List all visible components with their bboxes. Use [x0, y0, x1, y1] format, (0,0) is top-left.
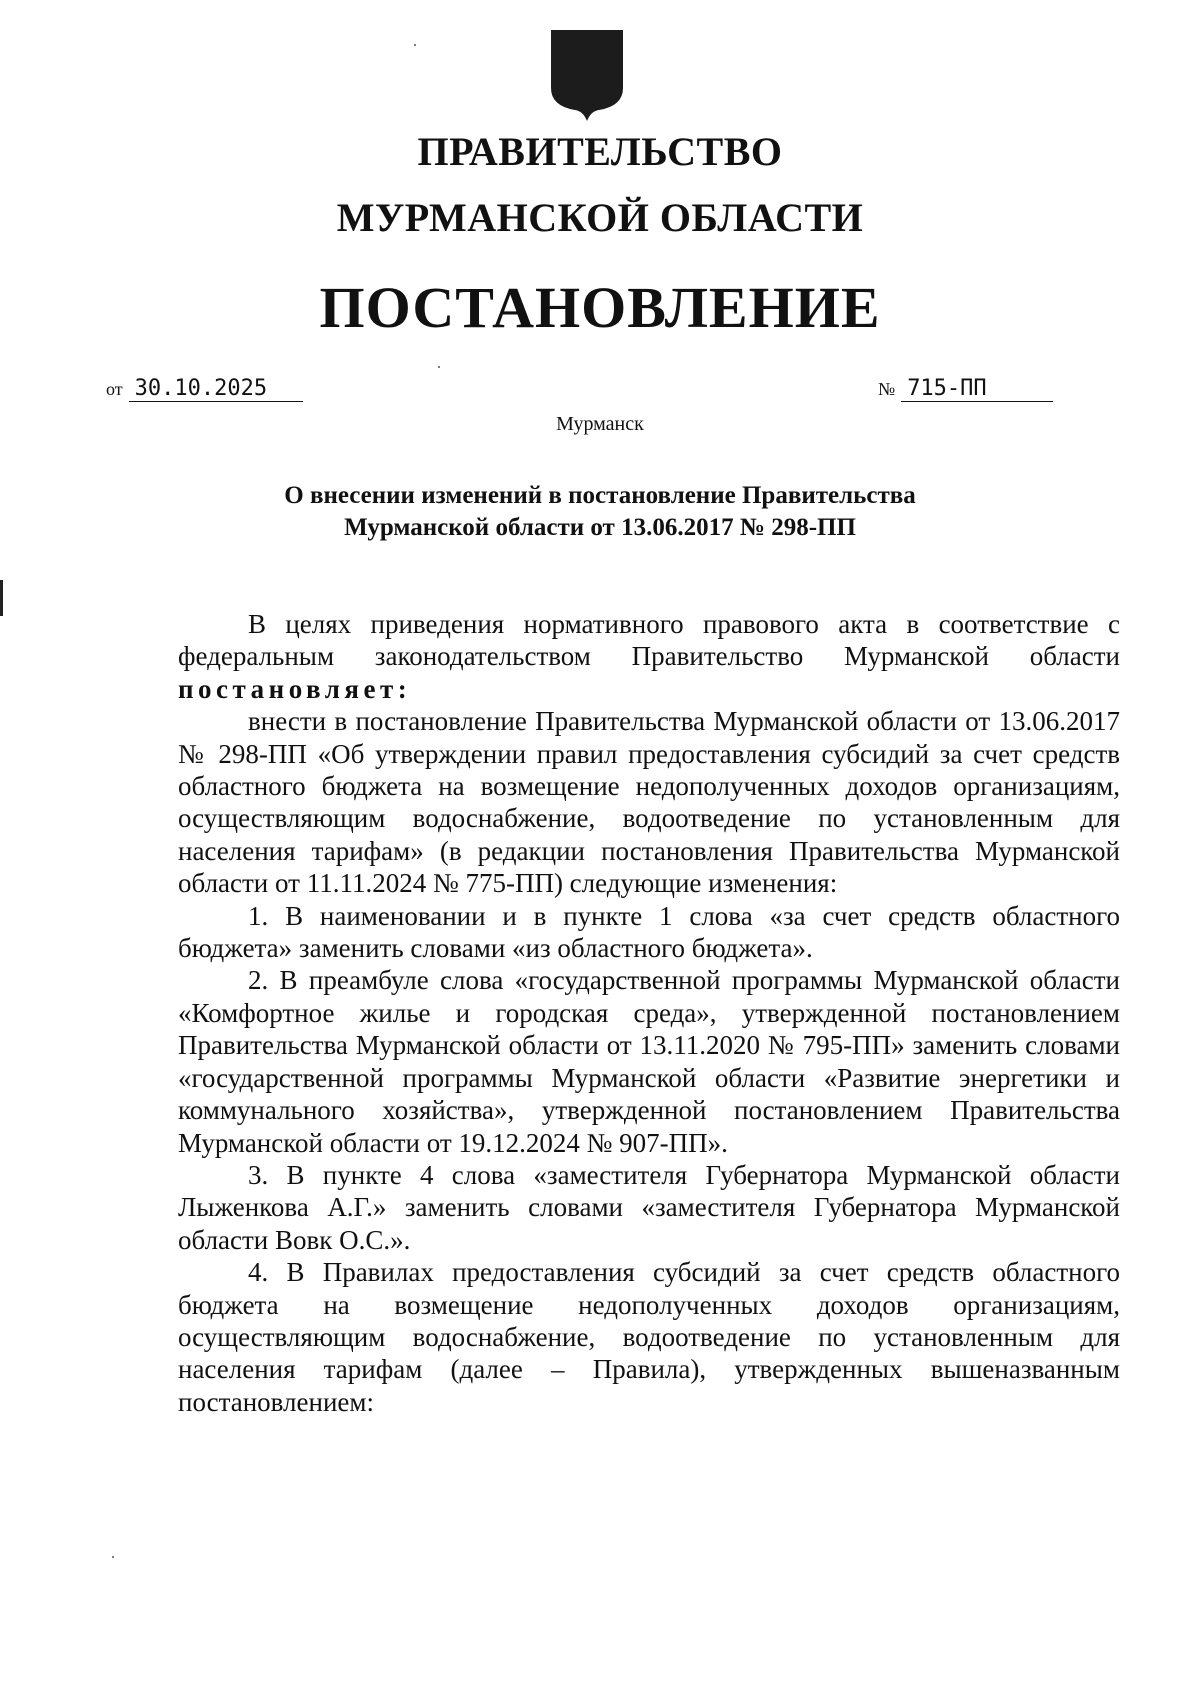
preamble-text: В целях приведения нормативного правового акта в соответствие с федеральным законодательством Правительство Мурманской области [178, 609, 1120, 672]
subject-line-1: О внесении изменений в постановление Правительства [284, 482, 916, 509]
scan-speck [438, 366, 440, 368]
government-title-line-1: ПРАВИТЕЛЬСТВО [417, 129, 783, 174]
item-3-paragraph: 3. В пункте 4 слова «заместителя Губернатора Мурманской области Лыженкова А.Г.» заменить словами «заместителя Губернатора Мурманской области Вовк О.С.». [178, 1159, 1120, 1255]
intro-paragraph: внести в постановление Правительства Мурманской области от 13.06.2017 № 298-ПП «Об утверждении правил предоставления субсидий за счет средств областного бюджета на возмещение недополученных доходов организациям, осуществляющим водоснабжение, водоотведение по установленным для населения тарифам» (в редакции постановления Правительства Мурманской области от 11.11.2024 № 775-ПП) следующие изменения: [178, 706, 1120, 899]
number-value: 715-ПП [901, 378, 1053, 402]
subject-line-2: Мурманской области от 13.06.2017 № 298-ПП [344, 514, 856, 541]
item-4-paragraph: 4. В Правилах предоставления субсидий за счет средств областного бюджета на возмещение недополученных доходов организациям, осуществляющим водоснабжение, водоотведение по установленным для населения тарифам (далее – Правила), утвержденных вышеназванным постановлением: [178, 1257, 1120, 1417]
document-date [106, 378, 303, 402]
resolves-word: постановляет: [178, 673, 412, 704]
government-title-line-2: МУРМАНСКОЙ ОБЛАСТИ [336, 195, 864, 240]
margin-mark [0, 580, 3, 616]
preamble-paragraph [178, 608, 1120, 705]
document-type: ПОСТАНОВЛЕНИЕ [319, 275, 881, 340]
document-number [878, 378, 1053, 402]
scan-speck [112, 1556, 114, 1558]
coat-of-arms-icon [549, 30, 625, 121]
date-prefix: от [106, 379, 123, 399]
city-label: Мурманск [556, 413, 644, 435]
document-body [178, 608, 1120, 1418]
scan-speck [414, 44, 416, 46]
date-value: 30.10.2025 [129, 378, 303, 402]
item-2-paragraph: 2. В преамбуле слова «государственной программы Мурманской области «Комфортное жилье и городская среда», утвержденной постановлением Правительства Мурманской области от 13.11.2020 № 795-ПП» заменить словами «государственной программы Мурманской области «Развитие энергетики и коммунального хозяйства», утвержденной постановлением Правительства Мурманской области от 19.12.2024 № 907-ПП». [178, 965, 1120, 1158]
item-1-paragraph: 1. В наименовании и в пункте 1 слова «за счет средств областного бюджета» заменить словами «из областного бюджета». [178, 900, 1120, 964]
document-subject [0, 480, 1200, 544]
number-prefix: № [878, 379, 896, 399]
